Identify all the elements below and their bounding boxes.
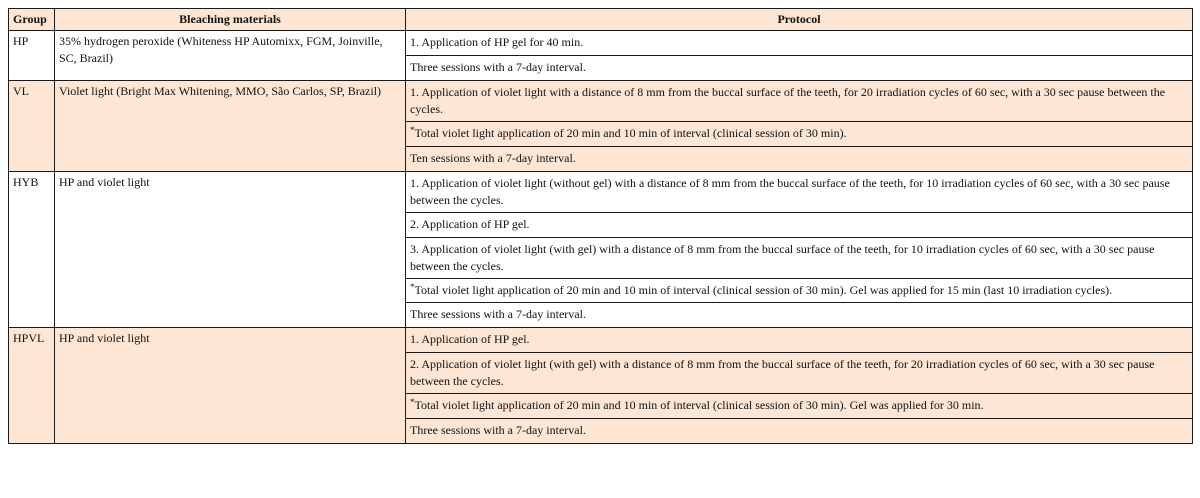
- protocol-step-cell: [406, 303, 1193, 328]
- protocol-step-cell: [406, 419, 1193, 444]
- protocol-step-cell: [406, 238, 1193, 279]
- header-row: [9, 9, 1193, 31]
- materials-cell: Violet light (Bright Max Whitening, MMO, São Carlos, SP, Brazil): [55, 81, 406, 172]
- materials-cell: HP and violet light: [55, 328, 406, 444]
- header-protocol: Protocol: [406, 9, 1193, 31]
- footnote-asterisk: *: [410, 125, 415, 135]
- header-group: Group: [9, 9, 55, 31]
- table-row: [9, 328, 1193, 353]
- protocol-step-text: 2. Application of HP gel.: [410, 217, 530, 231]
- protocol-step-cell: [406, 31, 1193, 56]
- protocol-step-cell: [406, 213, 1193, 238]
- table-container: [8, 8, 1192, 444]
- protocol-step-text: 1. Application of violet light (without gel) with a distance of 8 mm from the buccal surface of the teeth, for 10 irradiation cycles of 60 sec, with a 30 sec pause between the cycles.: [410, 176, 1170, 207]
- bleaching-protocol-table: [8, 8, 1193, 444]
- materials-cell: HP and violet light: [55, 172, 406, 328]
- protocol-step-cell: [406, 328, 1193, 353]
- protocol-step-text: Total violet light application of 20 min and 10 min of interval (clinical session of 30 min).: [414, 126, 847, 140]
- header-bleaching-materials: Bleaching materials: [55, 9, 406, 31]
- protocol-step-text: 1. Application of violet light with a distance of 8 mm from the buccal surface of the teeth, for 20 irradiation cycles of 60 sec, with a 30 sec pause between the cycles.: [410, 85, 1166, 116]
- group-cell: HYB: [9, 172, 55, 328]
- group-cell: HPVL: [9, 328, 55, 444]
- protocol-step-cell: [406, 81, 1193, 122]
- protocol-step-text: Ten sessions with a 7-day interval.: [410, 151, 576, 165]
- table-body: [9, 31, 1193, 444]
- protocol-step-cell: [406, 353, 1193, 394]
- protocol-step-text: 3. Application of violet light (with gel) with a distance of 8 mm from the buccal surface of the teeth, for 10 irradiation cycles of 60 sec, with a 30 sec pause between the cycles.: [410, 242, 1155, 273]
- protocol-step-text: Three sessions with a 7-day interval.: [410, 60, 586, 74]
- protocol-step-text: 1. Application of HP gel for 40 min.: [410, 35, 584, 49]
- protocol-step-text: Three sessions with a 7-day interval.: [410, 423, 586, 437]
- protocol-step-text: Three sessions with a 7-day interval.: [410, 307, 586, 321]
- protocol-step-cell: [406, 122, 1193, 147]
- footnote-asterisk: *: [410, 397, 415, 407]
- table-row: [9, 172, 1193, 213]
- table-row: [9, 31, 1193, 56]
- group-cell: VL: [9, 81, 55, 172]
- protocol-step-cell: [406, 56, 1193, 81]
- footnote-asterisk: *: [410, 282, 415, 292]
- protocol-step-text: Total violet light application of 20 min and 10 min of interval (clinical session of 30 min). Gel was applied for 15 min (last 10 irradiation cycles).: [414, 283, 1113, 297]
- protocol-step-cell: [406, 172, 1193, 213]
- protocol-step-text: 2. Application of violet light (with gel) with a distance of 8 mm from the buccal surface of the teeth, for 20 irradiation cycles of 60 sec, with a 30 sec pause between the cycles.: [410, 357, 1155, 388]
- protocol-step-text: Total violet light application of 20 min and 10 min of interval (clinical session of 30 min). Gel was applied for 30 min.: [414, 398, 984, 412]
- group-cell: HP: [9, 31, 55, 81]
- materials-cell: 35% hydrogen peroxide (Whiteness HP Automixx, FGM, Joinville, SC, Brazil): [55, 31, 406, 81]
- table-row: [9, 81, 1193, 122]
- protocol-step-cell: [406, 147, 1193, 172]
- protocol-step-cell: [406, 394, 1193, 419]
- protocol-step-text: 1. Application of HP gel.: [410, 332, 530, 346]
- protocol-step-cell: [406, 279, 1193, 303]
